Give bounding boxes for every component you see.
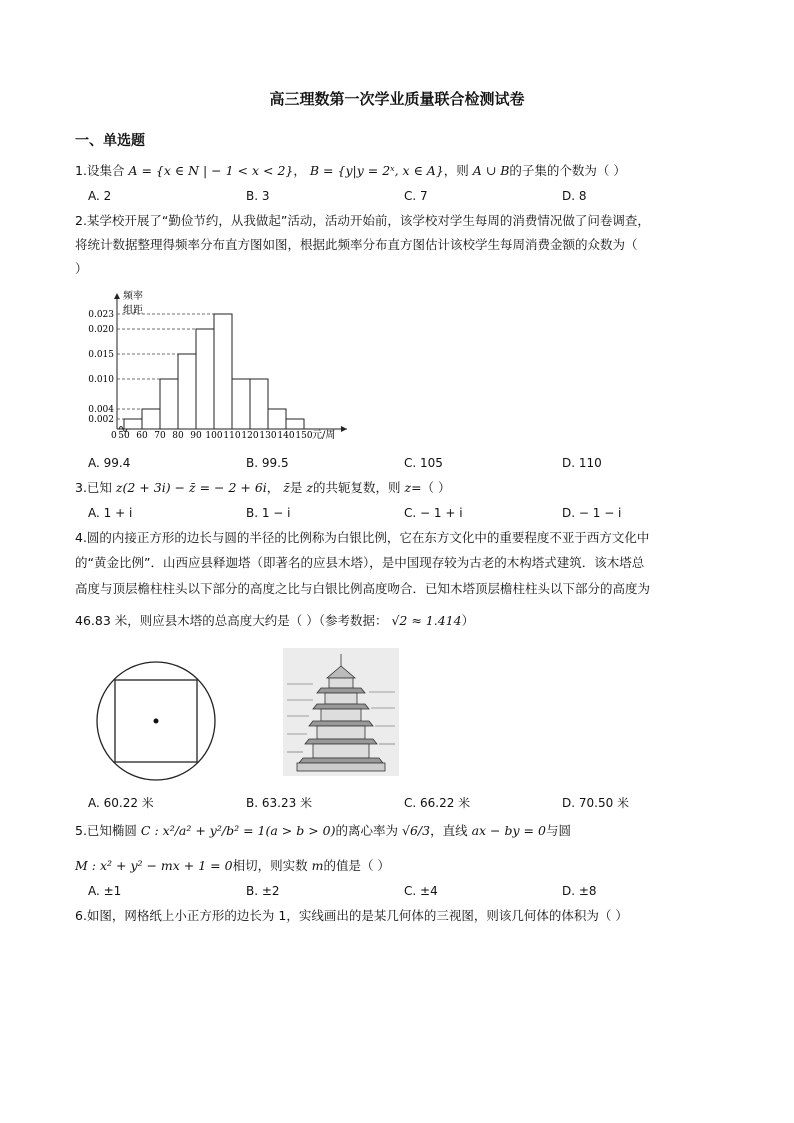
histogram-bar: [196, 329, 214, 429]
x-tick-label: 100: [205, 431, 223, 441]
x-axis-label: 元/周: [312, 430, 336, 441]
histogram-bar: [142, 409, 160, 429]
histogram-bar: [124, 419, 142, 429]
question-5-line-1: [75, 822, 571, 840]
histogram-bar: [178, 354, 196, 429]
histogram-bar: [232, 379, 250, 429]
y-axis-label-top: 频率: [123, 291, 143, 302]
y-tick-label: 0.004: [88, 405, 114, 415]
origin-label: 0: [111, 431, 117, 441]
q3-option-b[interactable]: B. 1 − i: [246, 506, 291, 520]
y-tick-label: 0.023: [88, 310, 114, 320]
y-tick-label: 0.002: [88, 415, 114, 425]
q4-line-1: 4.圆的内接正方形的边长与圆的半径的比例称为白银比例，它在东方文化中的重要程度不亚于西方文化中: [75, 530, 650, 545]
x-tick-label: 120: [241, 431, 259, 441]
q5-option-a[interactable]: A. ±1: [88, 884, 122, 898]
q3-text-d: =（ ）: [411, 480, 451, 495]
q2-line-1: 2.某学校开展了“勤俭节约，从我做起”活动，活动开始前，该学校对学生每周的消费情况做了问卷调查，: [75, 213, 650, 228]
histogram-bar: [286, 419, 304, 429]
section-heading: 一、单选题: [75, 133, 145, 149]
y-tick-label: 0.010: [88, 375, 114, 385]
q5-variable-m: m: [311, 858, 324, 873]
q1-number: 1.: [75, 163, 87, 178]
x-tick-label: 90: [190, 431, 202, 441]
histogram-bar: [268, 409, 286, 429]
page-title: 高三理数第一次学业质量联合检测试卷: [269, 90, 525, 108]
q1-text-a: 设集合: [86, 163, 125, 178]
q3-equation: z(2 + 3i) − z̄ = − 2 + 6i: [115, 480, 267, 495]
q3-conjugate: z̄: [283, 480, 290, 495]
q1-option-c[interactable]: C. 7: [404, 189, 428, 203]
q5-text-c: 与圆: [545, 823, 571, 838]
q1-option-b[interactable]: B. 3: [246, 189, 270, 203]
q4-option-d[interactable]: D. 70.50 米: [562, 796, 630, 810]
y-axis-label-bottom: 组距: [123, 305, 143, 316]
q5-line2-end: 的值是（ ）: [323, 858, 390, 873]
q2-option-b[interactable]: B. 99.5: [246, 456, 289, 470]
q4-ref-end: ）: [461, 613, 475, 628]
x-tick-label: 130: [259, 431, 277, 441]
q1-option-d[interactable]: D. 8: [562, 189, 587, 203]
q5-line2-text: 相切，则实数: [232, 858, 308, 873]
q3-option-a[interactable]: A. 1 + i: [88, 506, 133, 520]
q5-line-equation: ax − by = 0: [471, 823, 546, 838]
x-tick-label: 70: [154, 431, 166, 441]
histogram-chart: [82, 287, 362, 445]
q4-line-3: 高度与顶层檐柱柱头以下部分的高度之比与白银比例高度吻合．已知木塔顶层檐柱柱头以下部分的高度为: [75, 581, 651, 596]
histogram-bar: [214, 314, 232, 429]
question-3: [75, 479, 451, 497]
q4-reference-value: √2 ≈ 1.414: [391, 613, 462, 628]
x-tick-label: 110: [223, 431, 241, 441]
q5-option-c[interactable]: C. ±4: [404, 884, 438, 898]
q4-option-c[interactable]: C. 66.22 米: [404, 796, 471, 810]
q1-option-a[interactable]: A. 2: [88, 189, 112, 203]
q5-number: 5.已知椭圆: [75, 823, 137, 838]
x-tick-label: 150: [295, 431, 313, 441]
q2-option-d[interactable]: D. 110: [562, 456, 602, 470]
center-point: [154, 719, 159, 724]
q3-number: 3.已知: [75, 480, 112, 495]
q5-eccentricity: √6/3: [401, 823, 431, 838]
question-1: [75, 162, 626, 180]
histogram-bar: [160, 379, 178, 429]
x-tick-label: 140: [277, 431, 295, 441]
q5-option-d[interactable]: D. ±8: [562, 884, 597, 898]
q1-text-c: 的子集的个数为（ ）: [509, 163, 626, 178]
question-6: 6.如图，网格纸上小正方形的边长为 1，实线画出的是某几何体的三视图，则该几何体的体积为（ ）: [75, 908, 628, 923]
q5-text-a: 的离心率为: [335, 823, 398, 838]
q1-text-b: ，则: [443, 163, 469, 178]
q5-option-b[interactable]: B. ±2: [246, 884, 280, 898]
q2-line-2: 将统计数据整理得频率分布直方图如图，根据此频率分布直方图估计该校学生每周消费金额的众数为（: [75, 237, 638, 252]
x-tick-label: 80: [172, 431, 184, 441]
y-axis-arrow: [114, 293, 120, 299]
q2-option-c[interactable]: C. 105: [404, 456, 443, 470]
x-tick-label: 60: [136, 431, 148, 441]
q5-ellipse-equation: C : x²/a² + y²/b² = 1(a > b > 0): [140, 823, 336, 838]
q3-text-b: 是: [289, 480, 303, 495]
q1-union: A ∪ B: [472, 163, 510, 178]
q4-line-4: [75, 612, 474, 630]
q4-option-a[interactable]: A. 60.22 米: [88, 796, 154, 810]
q3-z-2: z: [404, 480, 412, 495]
q4-line-4-text: 46.83 米，则应县木塔的总高度大约是（ ）（参考数据：: [75, 613, 388, 628]
q4-line-2: 的“黄金比例”．山西应县释迦塔（即著名的应县木塔），是中国现存较为古老的木构塔式建筑．该木塔总: [75, 555, 645, 570]
circle-square-figure: [95, 660, 217, 782]
q3-text-a: ，: [266, 480, 280, 495]
q3-option-d[interactable]: D. − 1 − i: [562, 506, 622, 520]
q5-text-b: ，直线: [430, 823, 468, 838]
q2-option-a[interactable]: A. 99.4: [88, 456, 131, 470]
q5-circle-equation: M : x² + y² − mx + 1 = 0: [75, 858, 233, 873]
x-axis-arrow: [341, 426, 347, 432]
q1-sep: ，: [293, 163, 306, 178]
q3-z: z: [306, 480, 313, 495]
q1-set-a: A = {x ∈ N | − 1 < x < 2}: [128, 163, 294, 178]
x-tick-label: 50: [118, 431, 130, 441]
q3-option-c[interactable]: C. − 1 + i: [404, 506, 463, 520]
q2-line-3: ）: [75, 261, 88, 276]
q1-set-b: B = {y|y = 2ˣ, x ∈ A}: [309, 163, 444, 178]
q4-option-b[interactable]: B. 63.23 米: [246, 796, 313, 810]
y-tick-label: 0.015: [88, 350, 114, 360]
question-5-line-2: [75, 857, 390, 875]
pagoda-photo: [283, 648, 399, 776]
y-tick-label: 0.020: [88, 325, 114, 335]
histogram-bar: [250, 379, 268, 429]
q3-text-c: 的共轭复数，则: [312, 480, 401, 495]
